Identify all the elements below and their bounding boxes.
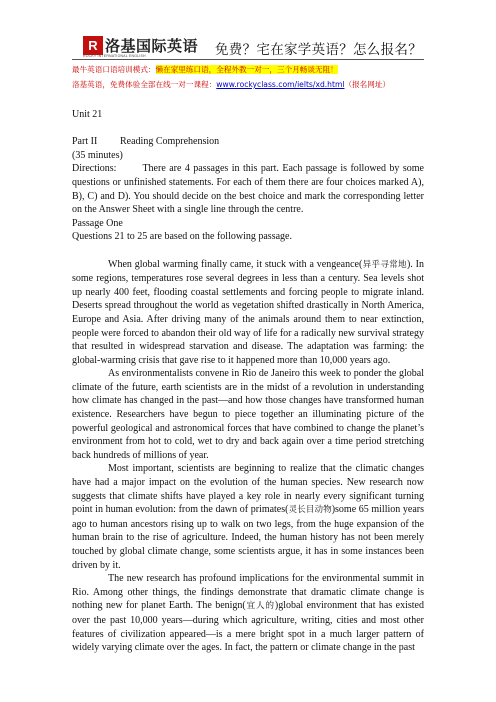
promo-line-2 (72, 79, 390, 90)
logo-subtitle: ROCKY INTERNATIONAL ENGLISH (83, 54, 146, 58)
promo-highlight-2: 全程外教一对一， (216, 65, 278, 74)
rocky-logo[interactable] (83, 36, 199, 58)
promo-prefix: 最牛英语口语培训模式： (72, 65, 156, 74)
promo-suffix: （报名网址） (344, 80, 391, 89)
paragraph-4-gloss: 宜人的 (245, 601, 275, 612)
promo-prefix-2: 洛基英语，免费体验全部在线一对一课程： (72, 80, 217, 89)
directions (72, 162, 424, 216)
directions-text: There are 4 passages in this part. Each passage is followed by some questions or unfinished statements. For each of them there are four choices marked A), B), C) and D). You should decide on the best choice and mark the corresponding letter on the Answer Sheet with a single line through the centre. (72, 163, 424, 216)
time-limit: (35 minutes) (72, 149, 123, 161)
part-title: Reading Comprehension (120, 136, 220, 148)
paragraph-3-gloss: 灵长目动物 (288, 505, 332, 516)
spacer (72, 244, 424, 258)
signup-link[interactable]: www.rockyclass.com/ielts/xd.html (216, 80, 345, 89)
part-label: Part II (72, 136, 98, 148)
promo-line-1 (72, 64, 338, 75)
questions-note: Questions 21 to 25 are based on the following passage. (72, 231, 292, 243)
paragraph-4 (72, 572, 424, 655)
paragraph-1-text-b: ). In some regions, temperatures rose several degrees in less than a century. Sea levels shot up nearly 400 feet, flooding coastal settlements and forcing people to migrate inland. Deserts spread throughout the world as vegetation shifted drastically in North America, Europe and Asia. After driving many of the animals around them to near extinction, people were forced to abandon their old way of life for a radically new survival strategy that resulted in widespread starvation and disease. The adaptation was farming: the global-warming crisis that gave rise to it happened more than 10,000 years ago. (72, 258, 424, 366)
paragraph-1-gloss: 异乎寻常地 (362, 259, 407, 270)
promo-highlight-3: 三个月畅谈无阻！ (277, 65, 338, 74)
paragraph-3 (72, 462, 424, 572)
paragraph-1-text-a: When global warming finally came, it stuck with a vengeance( (108, 258, 363, 270)
logo-mark-icon: R (83, 36, 103, 55)
logo-text: 洛基国际英语 (105, 37, 199, 55)
paragraph-4-text-b: )global environment that has existed over the past 10,000 years—during which agriculture, writing, cities and most other features of civilization appeared—is a mere bright spot in a much larger pattern of widely varying climate over the ages. In fact, the pattern or climate change in the past (72, 600, 424, 654)
directions-label: Directions: (72, 163, 117, 175)
paragraph-3-text-a: Most important, scientists are beginning to realize that the climatic changes have had a major impact on the evolution of the human species. New research now suggests that climate shifts have played a key role in nearly every significant turning point in human evolution: from the dawn of primates( (72, 463, 424, 516)
page-header (0, 0, 496, 62)
document-body (72, 108, 424, 655)
part-heading (72, 135, 424, 149)
paragraph-1 (72, 258, 424, 368)
passage-heading: Passage One (72, 217, 123, 229)
promo-highlight-1: 懒在家里练口语， (155, 65, 217, 74)
paragraph-4-text-a: The new research has profound implications for the environmental summit in Rio. Among other things, the findings demonstrate that dramatic climate change is nothing new for planet Earth. The benign( (72, 573, 424, 612)
unit-heading: Unit 21 (72, 109, 103, 120)
header-slogan: 免费？宅在家学英语？怎么报名？ (215, 42, 422, 58)
header-divider (72, 59, 424, 60)
paragraph-3-text-b: )some 65 million years ago to human ancestors rising up to walk on two legs, from the huge expansion of the human brain to the rise of agriculture. Indeed, the human history has not been merely touched by global climate change, some scientists argue, it has in some instances been driven by it. (72, 504, 424, 571)
paragraph-2: As environmentalists convene in Rio de Janeiro this week to ponder the global climate of the future, earth scientists are in the midst of a revolution in understanding how climate has changed in the past—and how those changes have transformed human existence. Researchers have begun to piece together an illuminating picture of the powerful geological and astronomical forces that have combined to change the planet’s environment from hot to cold, wet to dry and back again over a time period stretching back hundreds of millions of year. (72, 368, 424, 461)
